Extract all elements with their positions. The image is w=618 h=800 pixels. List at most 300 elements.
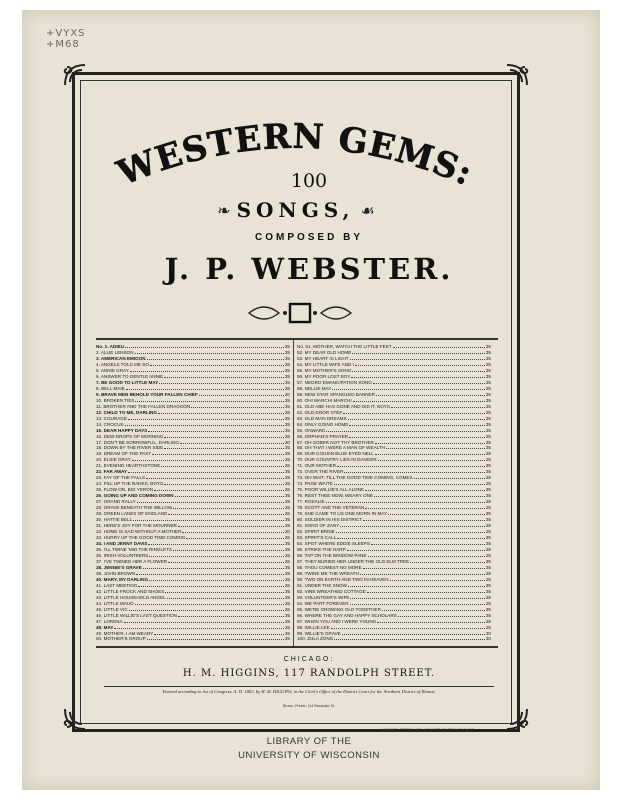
song-price: 35 [284,564,290,570]
song-price: 35 [485,385,491,391]
dot-leader [149,580,284,581]
dot-leader [114,628,283,629]
song-title: 62. OLD DOOR STEP [297,409,343,415]
corner-flourish-icon [62,62,88,88]
song-title: 43. LITTLE HOUSEHOLD ANGEL [96,594,166,600]
song-price: 35 [284,546,290,552]
corner-flourish-icon [62,706,88,732]
dot-leader [136,574,284,575]
song-price: 35 [284,457,290,463]
dot-leader [175,496,284,497]
song-price: 35 [485,529,491,535]
song-list-left-column [96,344,290,642]
song-title: 70. OUR COUNTRY LIES IN DANGER [297,457,377,463]
song-price: 30 [284,529,290,535]
song-price: 35 [485,618,491,624]
song-title: 6. ANSWER TO GENTLE ANNIE [96,373,164,379]
dot-leader [351,377,484,378]
song-price: 35 [284,433,290,439]
song-title: 80. SOLDIER IN HIS DISTRICT [297,517,363,523]
song-price: 35 [284,349,290,355]
lithographer-credit: LUMBARD, TOPPE & CO., LITHOGRAPHERS, CHICAGO. [380,728,475,732]
song-price: 35 [485,624,491,630]
song-price: 35 [284,493,290,499]
song-title: 7. BE GOOD TO LITTLE MAY [96,379,159,385]
song-title: 26. GOING UP AND COMING DOWN [96,493,174,499]
dot-leader [146,478,284,479]
song-price: 35 [284,576,290,582]
dot-leader [371,544,485,545]
song-title: 5. ANNIE GRAY [96,367,129,373]
song-title: 100. ZULA ZONG [297,636,334,642]
song-title: 22. FAR AWAY [96,469,128,475]
song-title: 29. GREEN LANES OF ENGLAND [96,511,168,517]
dot-leader [135,604,284,605]
song-title: 37. I'VE TWINED HER A FLOWER [96,558,167,564]
printer-credit: Brown, Printer, 114 Randolph St. [282,704,336,708]
dot-leader [128,472,284,473]
song-price: 35 [485,594,491,600]
song-title: 41. LAST MEETING [96,582,138,588]
dot-leader [390,580,485,581]
song-price: 30 [284,391,290,397]
song-price: 35 [284,523,290,529]
song-price: 35 [284,481,290,487]
dot-leader [382,610,485,611]
song-price: 35 [485,349,491,355]
song-price: 35 [284,451,290,457]
dot-leader [347,550,485,551]
dot-leader [344,472,484,473]
song-price: 35 [284,499,290,505]
song-title: No. 1. ADIEU [96,344,124,349]
library-stamp [0,735,618,763]
song-price: 35 [485,499,491,505]
corner-flourish-icon [504,62,530,88]
dot-leader [126,389,284,390]
dot-leader [326,502,485,503]
song-title: 83. SPIRIT'S CALL [297,535,337,540]
song-price: 35 [485,517,491,523]
song-title: 46. LITTLE WILLIE'S LAST QUESTION [96,612,177,618]
dot-leader [178,526,284,527]
dot-leader [132,460,284,461]
song-title: 65. ONWARD [297,427,326,433]
song-price: 35 [485,493,491,499]
scroll-ornament-icon: ❧ [217,200,231,220]
dot-leader [355,365,485,366]
dot-leader [363,520,485,521]
dot-leader [137,502,284,503]
song-price: 35 [284,630,290,636]
song-title: 35. I'LL TWINE 'MID THE RINGLETS [96,546,172,552]
song-title: 14. CROCUS [96,421,124,427]
dot-leader [164,484,284,485]
dot-leader [365,490,485,491]
song-title: 50. MOTHER'S GROUP [96,636,146,642]
song-title: 99. WILLIE'S GRAVE [297,630,341,636]
song-price: 35 [485,361,491,367]
dot-leader [350,598,484,599]
song-price: 35 [284,361,290,367]
song-title: 88. THOU COMEST NO MORE [297,564,362,570]
song-price: 35 [284,385,290,391]
center-ornament-icon [245,302,355,324]
title-text: WESTERN GEMS: [111,116,479,195]
dot-leader [360,574,485,575]
song-price: 35 [284,409,290,415]
song-title: 95. WE'RE GROWING OLD TOGETHER [297,606,381,612]
dot-leader [124,622,284,623]
song-price: 35 [284,552,290,558]
song-title: 47. LORENA [96,618,123,624]
song-price: 35 [284,469,290,475]
dot-leader [375,443,485,444]
song-price: 35 [485,570,491,576]
song-title: 81. SONG OF ZANY [297,523,340,529]
songs-label: SONGS, [236,198,355,222]
corner-flourish-icon [504,706,530,732]
song-price: 35 [485,511,491,517]
dot-leader [199,395,284,396]
dot-leader [352,371,484,372]
dot-leader [178,616,284,617]
dot-leader [148,431,284,432]
dot-leader [368,556,485,557]
dot-leader [147,639,284,640]
song-price: 35 [284,570,290,576]
pencil-line-2: +M68 [46,39,80,50]
dot-leader [363,568,485,569]
song-title: 82. SPIRIT BRIDE [297,529,335,535]
song-price: 35 [284,624,290,630]
song-title: 86. TAP ON THE WINDOW PANE [297,552,367,558]
song-price: 30 [485,630,491,636]
song-price: 35 [284,612,290,618]
song-title: 57. NEGRO EMANCIPATION SONG [297,379,372,385]
song-price: 35 [284,606,290,612]
song-title: 40. MARY, MY DARLING [96,576,149,582]
song-title: 9. BRAVE MEN BEHOLD YOUR FALLEN CHIEF [96,391,198,397]
dot-leader [129,610,284,611]
song-price: 35 [284,517,290,523]
song-title: 64. ONLY GOING HOME [297,421,349,427]
dot-leader [414,478,485,479]
song-price: 35 [485,552,491,558]
song-price: 35 [284,511,290,517]
song-title: 71. OUR MOTHER [297,463,337,469]
dot-leader [376,395,485,396]
dot-leader [182,532,283,533]
dot-leader [331,628,485,629]
song-price: 35 [284,487,290,493]
pencil-call-number [46,28,86,50]
song-title: 3. AMERICAN EMIGON [96,355,146,361]
dot-leader [180,443,284,444]
dot-leader [374,496,485,497]
song-price: 35 [485,344,491,349]
song-price: 35 [284,355,290,361]
dot-leader [164,437,284,438]
song-price: 35 [485,576,491,582]
song-price: 35 [485,487,491,493]
song-title: 72. OVER THE RIVER [297,469,344,475]
song-title: 60. OH! MARCH! MARCH! [297,397,352,403]
song-price: 35 [485,535,491,540]
dot-leader [350,359,485,360]
song-title: 56. MY POOR LOST BOY [297,373,351,379]
dot-leader [353,401,485,402]
song-title: 89. TWINE ME THE WREATH [297,570,359,576]
song-title: 92. VINE WREATHED COTTAGE [297,588,366,594]
dot-leader [367,592,485,593]
dot-leader [337,466,485,467]
scroll-ornament-icon: ☙ [360,200,375,220]
song-price: 35 [284,427,290,433]
song-price: 35 [284,445,290,451]
dot-leader [332,389,484,390]
song-title: 31. HERE'S JOY FOR THE MOURNER [96,523,177,529]
composed-by-label: COMPOSED BY [254,232,363,243]
song-price: 35 [485,427,491,433]
song-title: 93. VOLUNTEER'S WIFE [297,594,350,600]
song-price: 35 [284,594,290,600]
dot-leader [125,425,284,426]
song-title: 59. NEW STAR SPANGLED BANNER [297,391,375,397]
song-title: 32. HOME IS SAD WITHOUT A MOTHER [96,529,182,535]
song-title: 63. OLD MAN DREAMS [297,415,347,421]
song-title: 33. HURRY UP THE GOOD TIME COMING [96,535,186,540]
song-price: 35 [485,367,491,373]
dot-leader [349,425,484,426]
songs-label-row [170,198,422,222]
song-title: 13. COURAGE [96,415,127,421]
song-title: 34. I AND JENNY DAVIS [96,540,148,546]
song-title: 16. DEW-DROPS OF MORNING [96,433,164,439]
dot-leader [349,437,485,438]
song-price: 35 [485,415,491,421]
song-title: 54. MY LITTLE WIFE AND I [297,361,354,367]
song-price: 35 [284,373,290,379]
song-price: 35 [485,457,491,463]
song-entry [96,636,290,642]
song-title: 85. STRIKE THE HARP [297,546,346,552]
song-title: 4. ANGELS TOLD ME SO [96,361,149,367]
song-price: 35 [284,415,290,421]
song-title: 38. JENNIE'S GRAVE [96,564,142,570]
song-title: 11. BROTHER AND THE FALLEN DRAGOON [96,403,191,409]
dot-leader [343,413,484,414]
song-title: 75. POOR WILLIE'S ALL ALONE [297,487,365,493]
song-title: 44. LITTLE MAUD [96,600,134,606]
song-title: 94. WE PART FOREVER [297,600,349,606]
song-price: 30 [485,636,491,642]
song-title: 84. SPOT WHERE EDDIE SLEEPS [297,540,370,546]
dot-leader [191,407,284,408]
dot-leader [154,490,284,491]
dot-leader [373,383,485,384]
song-price: 35 [284,582,290,588]
song-title: 15. DEAR HAPPY DAYS [96,427,148,433]
song-title: 58. NELLIE MAY [297,385,332,391]
song-title: 87. THEY BURIED HER UNDER THE OLD ELM TREE [297,558,410,564]
dot-leader [164,377,284,378]
publisher-city: CHICAGO: [283,656,335,663]
dot-leader [336,532,485,533]
dot-leader [393,347,485,348]
dot-leader [388,514,485,515]
song-price: 35 [284,636,290,642]
song-title: 39. JOHN BROWN [96,570,136,576]
song-title: 76. REST THEE NOW, WEARY ONE [297,493,373,499]
dot-leader [164,448,284,449]
song-price: 35 [284,403,290,409]
song-title: 28. GRAVE BENEATH THE WILLOW [96,505,173,511]
dot-leader [365,508,485,509]
song-price: 35 [485,588,491,594]
composer-name: J. P. WEBSTER. [164,252,454,286]
dot-leader [386,448,485,449]
song-price: 35 [485,445,491,451]
song-title: 12. CHILD TO ME, DARLING [96,409,157,415]
song-title: 77. ROSALIE [297,499,325,505]
dot-leader [377,622,485,623]
dot-leader [342,634,485,635]
dot-leader [337,538,485,539]
song-title: 79. SHE CAME TO US ONE MORN IN MAY [297,511,388,517]
song-title: 30. HATTIE BELL [96,517,133,523]
song-price: 35 [485,403,491,409]
song-list-right-column [297,344,491,642]
song-price: 35 [485,475,491,481]
publisher-address: H. M. HIGGINS, 117 RANDOLPH STREET. [182,668,436,679]
library-stamp-line-1: LIBRARY OF THE [266,736,352,747]
song-title: 25. FLOW ON, BIG YERON [96,487,154,493]
dot-leader [130,371,284,372]
song-title: 24. FILL UP THE RANKS, BOYS [96,481,164,487]
dot-leader [135,353,284,354]
column-divider [293,340,294,646]
song-price: 35 [485,469,491,475]
song-price: 35 [485,582,491,588]
dot-leader [148,544,283,545]
dot-leader [150,365,284,366]
song-title: No. 51. MOTHER, WATCH THE LITTLE FEET [297,344,392,349]
dot-leader [133,520,284,521]
song-title: 78. SCOTT AND THE VETERAN [297,505,365,511]
song-price: 35 [485,523,491,529]
song-title: 42. LITTLE FROCK AND SHOES [96,588,165,594]
song-price: 35 [485,600,491,606]
song-title: 45. LITTLE VIC [96,606,128,612]
dot-leader [158,413,284,414]
pencil-line-1: +VYXS [46,28,86,39]
dot-leader [173,550,284,551]
song-title: 67. OH SOBER NOT THY BROTHER [297,439,374,445]
dot-leader [340,526,485,527]
dot-leader [352,353,485,354]
dot-leader [168,562,284,563]
dot-leader [159,383,284,384]
dot-leader [375,454,485,455]
song-price: 35 [284,379,290,385]
song-title: 74. PAGE WAITE [297,481,333,487]
song-price: 35 [485,397,491,403]
song-price: 35 [485,481,491,487]
song-price: 35 [485,391,491,397]
song-title: 97. WHEN YOU AND I WERE YOUNG [297,618,377,624]
dot-leader [128,419,284,420]
song-title: 23. FAY OF THE FALLS [96,475,146,481]
song-price: 35 [485,355,491,361]
song-list [96,338,498,648]
dot-leader [378,460,485,461]
dot-leader [167,598,284,599]
song-count: 100 [290,170,328,192]
dot-leader [350,604,485,605]
dot-leader [149,556,284,557]
dot-leader [326,431,484,432]
song-title: 49. MOTHER, I AM WEARY [96,630,154,636]
song-title: 18. DOWN BY THE RIVER SIDE [96,445,164,451]
song-price: 35 [485,439,491,445]
song-title: 2. ALLIE LENSON [96,349,134,355]
song-price: 35 [485,612,491,618]
dot-leader [138,586,284,587]
song-title: 69. OUR COUSIN BLUE EYED NELL [297,451,374,457]
song-price: 35 [485,558,491,564]
dot-leader [135,401,283,402]
song-title: 90. TWO ON EARTH AND TWO IN HEAVEN [297,576,389,582]
song-title: 73. OH WAIT, TILL THE GOOD TIME COMING, COMES [297,475,413,481]
song-price: 35 [284,535,290,540]
song-title: 21. EVENING HEARTHSTONE [96,463,161,469]
song-title: 66. ORPHAN'S PRAYER [297,433,349,439]
song-title: 19. DREAM OF THE PAST [96,451,152,457]
song-price: 35 [485,540,491,546]
song-entry [297,636,491,642]
song-title: 61. OLD ABE HAS GONE AND DID IT, BOYS [297,403,390,409]
song-title: 10. BROKEN TIES [96,397,135,403]
song-title: 36. IRISH VOLUNTEERS [96,552,149,558]
dot-leader [348,419,485,420]
dot-leader [348,586,485,587]
song-price: 35 [485,433,491,439]
song-price: 35 [485,564,491,570]
dot-leader [154,634,284,635]
song-price: 35 [284,344,290,349]
song-price: 35 [284,397,290,403]
dot-leader [391,407,485,408]
song-price: 35 [485,606,491,612]
song-price: 35 [284,600,290,606]
song-title: 48. MAY [96,624,114,630]
song-title: 52. MY DEAR OLD HOME [297,349,352,355]
song-price: 35 [485,409,491,415]
song-price: 35 [284,618,290,624]
song-price: 30 [284,439,290,445]
dot-leader [161,466,284,467]
song-title: 55. MY MOTHER'S SONG [297,367,352,373]
dot-leader [186,538,283,539]
song-title: 27. GRAND RALLY [96,499,136,505]
dot-leader [173,508,284,509]
song-price: 35 [485,421,491,427]
song-title: 91. UNDER THE SNOW [297,582,347,588]
song-price: 35 [485,505,491,511]
song-title: 8. BELL MAIE [96,385,125,391]
dot-leader [410,562,485,563]
